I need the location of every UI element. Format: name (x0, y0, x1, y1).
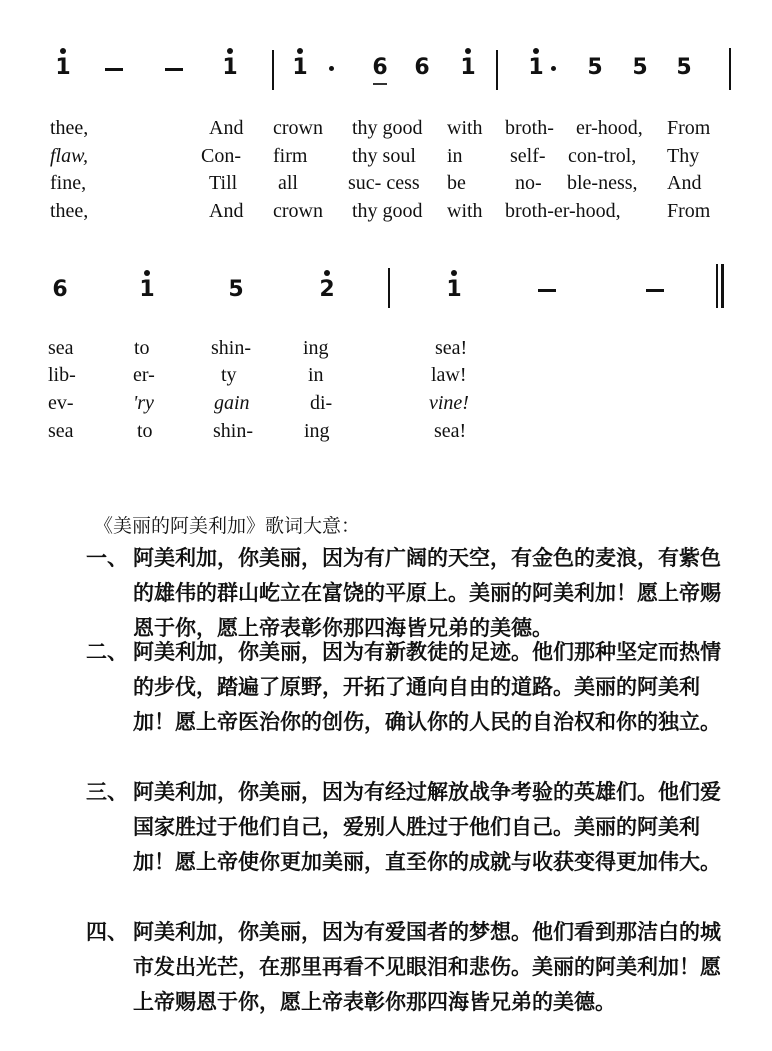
paragraph-number: 一、 (86, 546, 128, 570)
note-5: 5 (676, 55, 692, 80)
note-5: 5 (228, 277, 244, 302)
lyric: broth-er-hood, (505, 200, 621, 222)
lyric: lib- (48, 364, 76, 386)
lyric: broth- (505, 117, 554, 139)
lyric: be (447, 172, 466, 194)
translation-paragraph-2 (86, 635, 726, 740)
lyric: all (278, 172, 298, 194)
note-6: 6 (414, 55, 430, 80)
translation-paragraph-4 (86, 915, 726, 1020)
lyric: firm (273, 145, 308, 167)
bar-line (729, 48, 731, 90)
lyric: with (447, 200, 483, 222)
lyric: vine! (429, 392, 469, 414)
lyric: er- (133, 364, 155, 386)
augmentation-dot (329, 66, 334, 71)
translation-paragraph-3 (86, 775, 726, 880)
paragraph-number: 二、 (86, 640, 128, 664)
lyric: ty (221, 364, 237, 386)
note-high-1: 1 (458, 56, 478, 80)
lyric: Thy (667, 145, 700, 167)
sustain-dash (538, 289, 556, 292)
lyric: ing (303, 337, 329, 359)
bar-line (496, 50, 498, 90)
lyric: with (447, 117, 483, 139)
lyric: crown (273, 117, 323, 139)
lyric: thee, (50, 117, 89, 139)
note-5: 5 (587, 55, 603, 80)
note-high-1: 1 (526, 56, 546, 80)
lyric: flaw, (50, 145, 88, 167)
paragraph-number: 四、 (86, 920, 128, 944)
lyric: Con- (201, 145, 241, 167)
sustain-dash (105, 68, 123, 71)
lyric: in (447, 145, 463, 167)
augmentation-dot (551, 66, 556, 71)
lyric: 'ry (133, 392, 154, 414)
note-6-eighth: 6 (370, 56, 390, 80)
translation-title: 《美丽的阿美利加》歌词大意： (94, 515, 361, 537)
lyric: thy soul (352, 145, 416, 167)
paragraph-text: 阿美利加，你美丽，因为有爱国者的梦想。他们看到那洁白的城市发出光芒，在那里再看不见眼泪和悲伤。美丽的阿美利加！愿上帝赐恩于你，愿上帝表彰你那四海皆兄弟的美德。 (133, 920, 721, 1014)
lyric: sea (48, 337, 74, 359)
lyric: sea (48, 420, 74, 442)
lyric: thy good (352, 200, 423, 222)
lyric: And (209, 117, 244, 139)
note-high-1: 1 (290, 56, 310, 80)
lyric: gain (214, 392, 250, 414)
lyric: ing (304, 420, 330, 442)
lyric: thy good (352, 117, 423, 139)
note-high-1: 1 (220, 56, 240, 80)
bar-line (388, 268, 390, 308)
lyric: no- (515, 172, 542, 194)
note-high-1: 1 (137, 278, 157, 302)
lyric: to (137, 420, 153, 442)
lyric: fine, (50, 172, 87, 194)
paragraph-text: 阿美利加，你美丽，因为有经过解放战争考验的英雄们。他们爱国家胜过于他们自己，爱别人胜过于他们自己。美丽的阿美利加！愿上帝使你更加美丽，直至你的成就与收获变得更加伟大。 (133, 780, 721, 874)
lyric: sea! (435, 337, 468, 359)
note-high-1: 1 (53, 56, 73, 80)
final-bar-line (716, 264, 718, 308)
lyric: thee, (50, 200, 89, 222)
note-5: 5 (632, 55, 648, 80)
paragraph-text: 阿美利加，你美丽，因为有新教徒的足迹。他们那种坚定而热情的步伐，踏遍了原野，开拓了通向自由的道路。美丽的阿美利加！愿上帝医治你的创伤，确认你的人民的自治权和你的独立。 (133, 640, 721, 734)
lyric: From (667, 117, 711, 139)
lyric: sea! (434, 420, 467, 442)
lyric: shin- (213, 420, 253, 442)
lyric: crown (273, 200, 323, 222)
lyric: And (209, 200, 244, 222)
note-6: 6 (52, 277, 68, 302)
lyric: self- (510, 145, 546, 167)
lyric: in (308, 364, 324, 386)
lyric: suc- cess (348, 172, 420, 194)
lyric: ble-ness, (567, 172, 638, 194)
lyric: er-hood, (576, 117, 643, 139)
lyric: law! (431, 364, 467, 386)
bar-line (272, 50, 274, 90)
sustain-dash (165, 68, 183, 71)
lyric: shin- (211, 337, 251, 359)
lyric: con-trol, (568, 145, 637, 167)
lyric: to (134, 337, 150, 359)
lyric: Till (209, 172, 238, 194)
lyric: From (667, 200, 711, 222)
translation-paragraph-1 (86, 541, 726, 646)
sustain-dash (646, 289, 664, 292)
final-bar-line (721, 264, 724, 308)
paragraph-text: 阿美利加，你美丽，因为有广阔的天空，有金色的麦浪，有紫色的雄伟的群山屹立在富饶的平原上。美丽的阿美利加！愿上帝赐恩于你，愿上帝表彰你那四海皆兄弟的美德。 (133, 546, 721, 640)
lyric: di- (310, 392, 333, 414)
paragraph-number: 三、 (86, 780, 128, 804)
note-high-2: 2 (317, 278, 337, 302)
note-high-1: 1 (444, 278, 464, 302)
lyric: And (667, 172, 702, 194)
lyric: ev- (48, 392, 74, 414)
